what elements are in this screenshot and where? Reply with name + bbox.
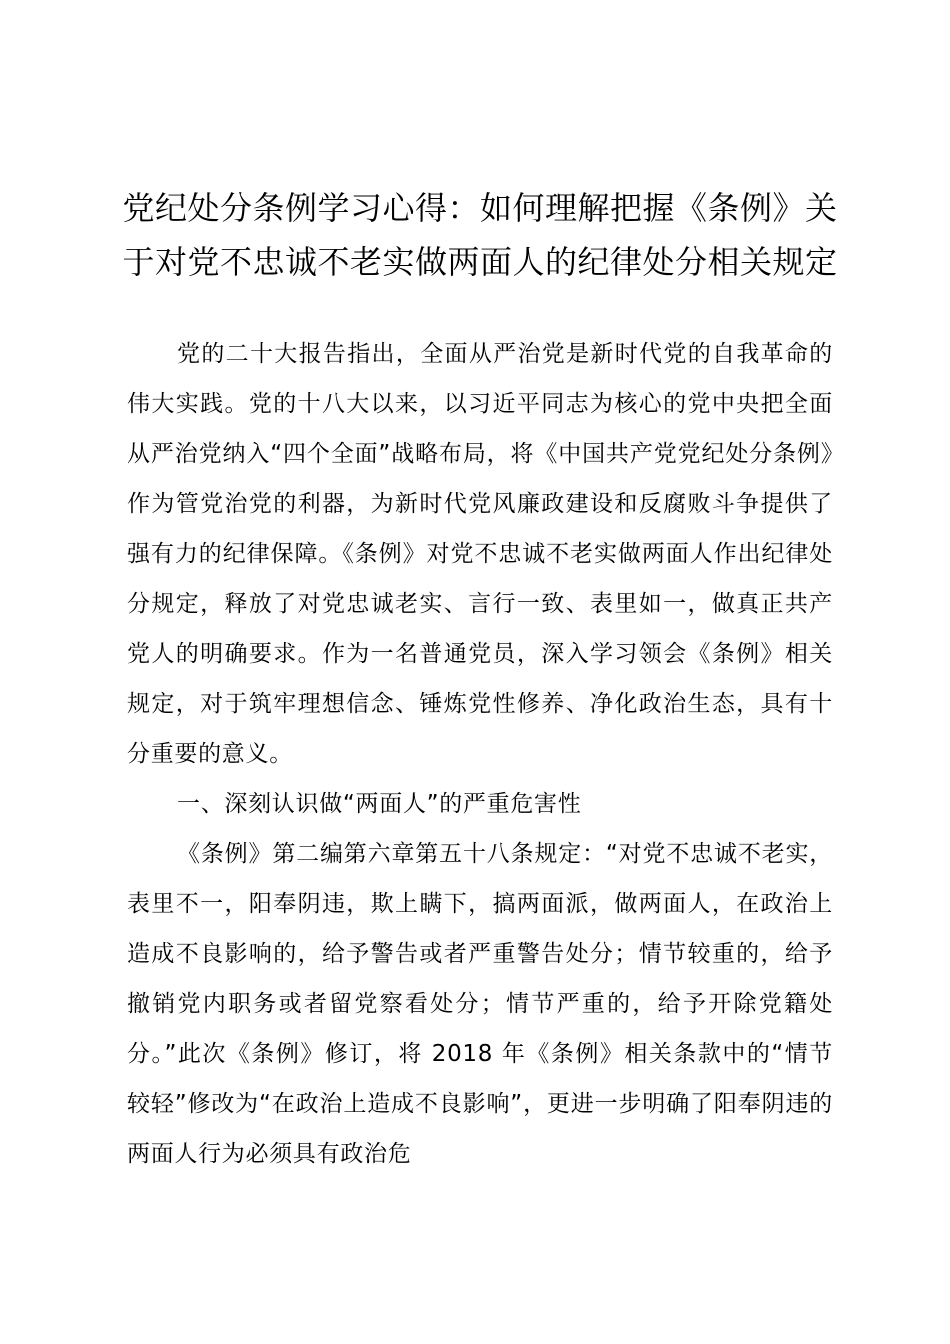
section-heading: 一、深刻认识做“两面人”的严重危害性 bbox=[177, 791, 582, 817]
regulation-paragraph: 《条例》第二编第六章第五十八条规定：“对党不忠诚不老实，表里不一，阳奉阴违，欺上瞒下，搞两面派，做两面人，在政治上造成不良影响的，给予警告或者严重警告处分；情节较重的，给予撤销党内职务或者留党察看处分；情节严重的，给予开除党籍处分。”此次《条例》修订，将 2018 年《条例》相关条款中的“情节较轻”修改为“在政治上造成不良影响”，更进一步明确了阳奉阴违的两面人行为必须具有政治危 bbox=[127, 841, 833, 1167]
document-body bbox=[127, 329, 833, 1179]
document-title: 党纪处分条例学习心得：如何理解把握《条例》关于对党不忠诚不老实做两面人的纪律处分相关规定 bbox=[122, 189, 838, 281]
intro-paragraph: 党的二十大报告指出，全面从严治党是新时代党的自我革命的伟大实践。党的十八大以来，以习近平同志为核心的党中央把全面从严治党纳入“四个全面”战略布局，将《中国共产党党纪处分条例》作为管党治党的利器，为新时代党风廉政建设和反腐败斗争提供了强有力的纪律保障。《条例》对党不忠诚不老实做两面人作出纪律处分规定，释放了对党忠诚老实、言行一致、表里如一，做真正共产党人的明确要求。作为一名普通党员，深入学习领会《条例》相关规定，对于筑牢理想信念、锤炼党性修养、净化政治生态，具有十分重要的意义。 bbox=[127, 341, 833, 767]
